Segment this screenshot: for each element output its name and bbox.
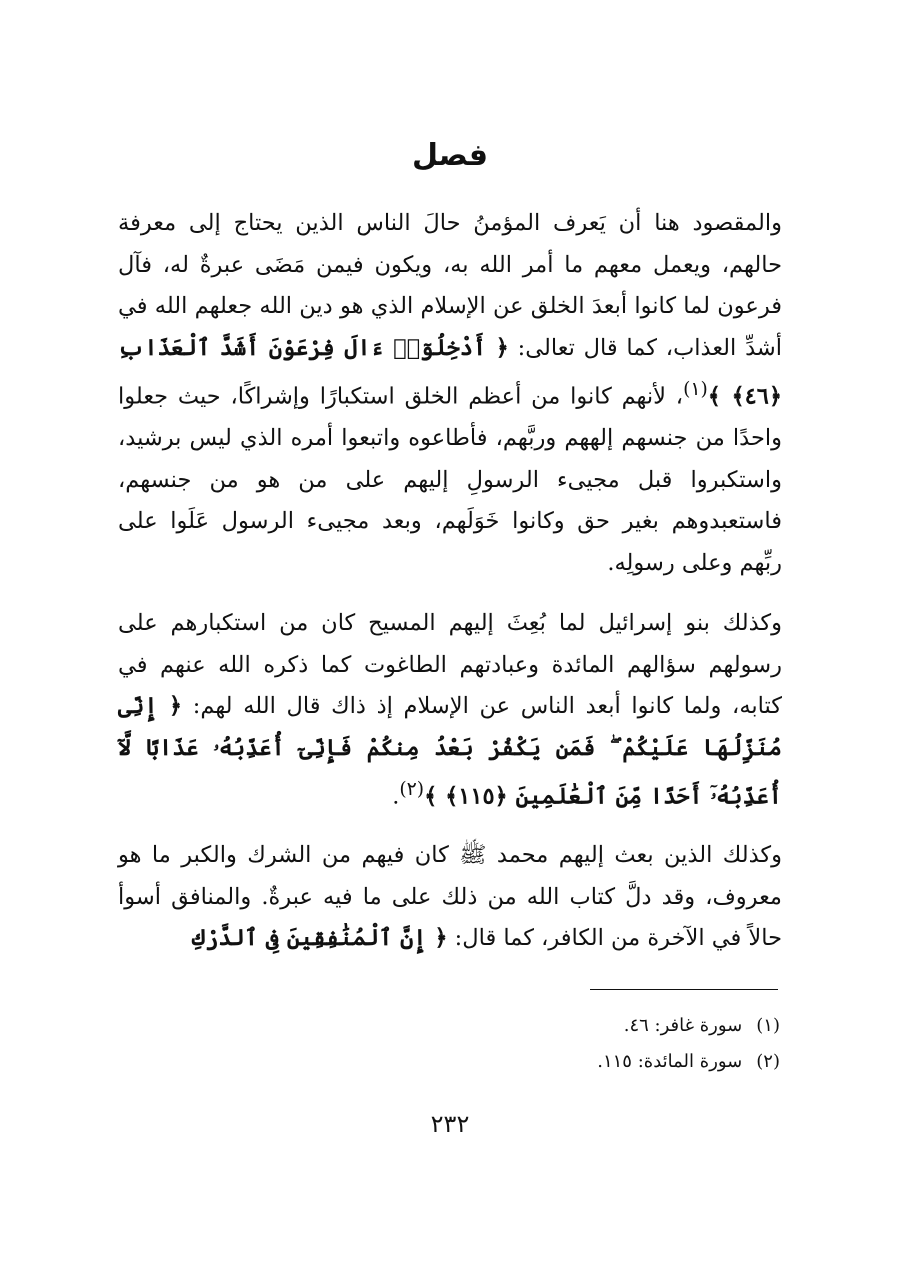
paragraph-2-text-after: . (392, 783, 400, 810)
footnote-2-text: سورة المائدة: ١١٥. (597, 1051, 743, 1072)
paragraph-2 (118, 603, 782, 818)
paragraph-3-text-before: وكذلك الذين بعث إليهم محمد ﷺ كان فيهم من الشرك والكبر ما هو معروف، وقد دلَّ كتاب الله من ذلك على ما فيه عبرةٌ. والمنافق أسوأ حالاً في الآخرة من الكافر، كما قال: (118, 842, 782, 951)
footnote-2 (300, 1044, 780, 1080)
paragraph-3-quran-verse: ﴿ إِنَّ ٱلْمُنَٰفِقِينَ فِى ٱلدَّرْكِ (192, 925, 448, 951)
paragraph-1 (118, 203, 782, 584)
paragraph-1-footnote-ref: (١) (683, 379, 708, 400)
footnote-divider (590, 989, 778, 990)
paragraph-2-quran-verse: ﴿ إِنِّى مُنَزِّلُهَا عَلَيْكُمْ ۖ فَمَن يَكْفُرْ بَعْدُ مِنكُمْ فَإِنِّىٓ أُعَذِّبُهُۥ عَذَابًا لَّآ أُعَذِّبُهُۥٓ أَحَدًا مِّنَ ٱلْعَٰلَمِينَ ﴿١١٥﴾ ﴾ (118, 693, 782, 810)
paragraph-1-quran-verse: ﴿ أَدْخِلُوٓا۟ ءَالَ فِرْعَوْنَ أَشَدَّ ٱلْعَذَابِ ﴿٤٦﴾ ﴾ (118, 334, 782, 410)
paragraph-2-footnote-ref: (٢) (399, 779, 425, 800)
footnote-1 (300, 1008, 780, 1044)
section-title: فصل (412, 138, 488, 173)
footnote-2-number: (٢) (756, 1051, 780, 1072)
footnotes (300, 1008, 780, 1080)
paragraph-3 (118, 835, 782, 960)
paragraph-2-text-before: وكذلك بنو إسرائيل لما بُعِثَ إليهم المسيح كان من استكبارهم على رسولهم سؤالهم المائدة وعبادتهم الطاغوت كما ذكره الله عنهم في كتابه، ولما كانوا أبعد الناس عن الإسلام إذ ذاك قال الله لهم: (118, 610, 782, 719)
footnote-1-number: (١) (756, 1015, 780, 1036)
page-number: ٢٣٢ (430, 1110, 470, 1138)
paragraph-1-text-after: ، لأنهم كانوا من أعظم الخلق استكبارًا وإشراكًا، حيث جعلوا واحدًا من جنسهم إلههم وربَّهم، فأطاعوه واتبعوا أمره الذي ليس برشيد، واستكبروا قبل مجيىء الرسولِ إليهم على من هو من جنسهم، فاستعبدوهم بغير حق وكانوا خَوَلَهم، وبعد مجيىء الرسول عَلَوا على ربِّهم وعلى رسولِه. (118, 383, 782, 576)
footnote-1-text: سورة غافر: ٤٦. (623, 1015, 743, 1036)
paragraph-1-text-before: والمقصود هنا أن يَعرف المؤمنُ حالَ الناس الذين يحتاج إلى معرفة حالهم، ويعمل معهم ما أمر الله به، ويكون فيمن مَضَى عبرةٌ له، فآل فرعون لما كانوا أبعدَ الخلق عن الإسلام الذي هو دين الله جعلهم الله في أشدِّ العذاب، كما قال تعالى: (118, 210, 783, 361)
